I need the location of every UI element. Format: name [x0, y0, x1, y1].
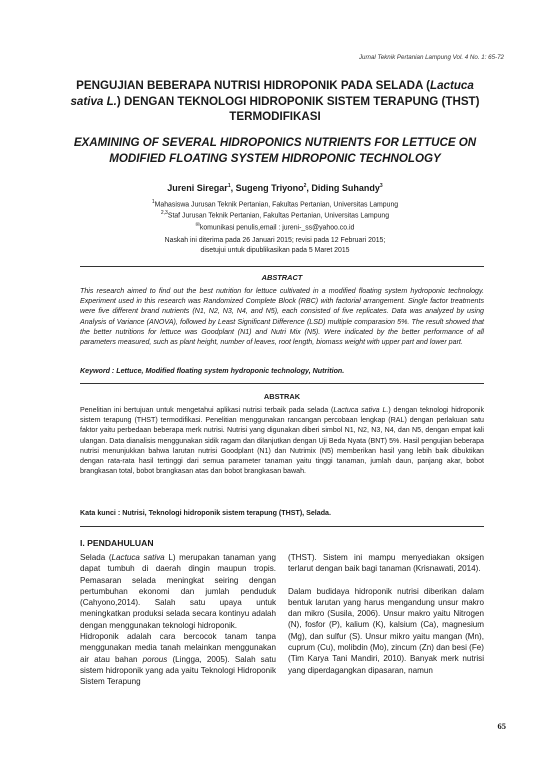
author-name: Sugeng Triyono [235, 183, 304, 193]
paragraph: Selada (Lactuca sativa L) merupakan tanaman yang dapat tumbuh di daerah dingin maupun tropis. Pemasaran selada meningkat seiring dengan pertumbuhan ekonomi dan jumlah penduduk (Cahyono,2014). Salah satu upaya untuk meningkatkan produksi selada secara kontinyu adalah dengan menggunakan teknologi hidroponik. [80, 553, 276, 630]
author-sup: 2 [303, 183, 307, 189]
paragraph: Hidroponik adalah cara bercocok tanam tanpa menggunakan media tanah melainkan menggunakan air atau bahan porous (Lingga, 2005). Salah satu sistem hidroponik yang ada yaitu Teknologi Hidroponik Sistem Terapung [80, 632, 276, 687]
author-sup: 3 [379, 183, 383, 189]
divider-bottom [80, 526, 484, 527]
paragraph: (THST). Sistem ini mampu menyediakan oksigen terlarut dengan baik bagi tanaman (Krisnawati, 2014). [288, 553, 484, 574]
author-sup: 1 [227, 183, 231, 189]
section-heading: I. PENDAHULUAN [80, 538, 154, 548]
paper-title-indonesian [60, 78, 490, 125]
abstract-heading: ABSTRACT [261, 273, 303, 282]
submission-dates: Naskah ini diterima pada 26 Januari 2015; revisi pada 12 Februari 2015; disetujui untuk dipublikasikan pada 5 Maret 2015 [164, 237, 386, 254]
author-name: Diding Suhandy [311, 183, 380, 193]
page-number: 65 [497, 721, 506, 731]
contact-email-line: ✉komunikasi penulis,email : jureni-_ss@yahoo.co.id [195, 221, 355, 231]
affiliation-line: $^{2,3}$Staf Jurusan Teknik Pertanian, Fakultas Pertanian, Universitas Lampung [160, 210, 390, 220]
affiliation-line: $^1$Mahasiswa Jurusan Teknik Pertanian, Fakultas Pertanian, Universitas Lampung [151, 199, 399, 209]
affiliations [60, 198, 490, 232]
abstract-indonesian-body: Penelitian ini bertujuan untuk mengetahui aplikasi nutrisi terbaik pada selada (Lactuca sativa L.) dengan teknologi hidroponik sistem terapung (THST) termodifikasi. Penelitian menggunakan rancangan percobaan lengkap (RAL) dengan perlakuan satu faktor yaitu perbedaan beberapa merk nutrisi. Nutrisi yang digunakan diberi simbol N1, N2, N3, N4, dan N5, dengan empat kali ulangan. Data dianalisis menggunakan sidik ragam dan dilanjutkan dengan Uji Beda Nyata (BNT) 5%. Hasil pengujian beberapa nutrisi menunjukkan bahwa larutan nutrisi Goodplant (N1) dan Nutrimix (N5) memberikan hasil yang lebih baik dibuktikan dengan rata-rata hasil tertinggi dari semua parameter tanaman yaitu tinggi tanaman, jumlah daun, panjang akar, bobot brangkasan total, bobot brangkasan atas dan bobot brangkasan bawah. [80, 406, 485, 476]
title-id-italic: Lactuca sativa L. [70, 79, 474, 108]
keywords-indonesian: Kata kunci : Nutrisi, Teknologi hidroponik sistem terapung (THST), Selada. [80, 509, 331, 517]
abstrak-heading: ABSTRAK [263, 392, 301, 401]
journal-header: Jurnal Teknik Pertanian Lampung Vol. 4 No. 1: 65-72 [358, 54, 504, 61]
paper-title-english: EXAMINING OF SEVERAL HIDROPONICS NUTRIENTS FOR LETTUCE ON MODIFIED FLOATING SYSTEM HIDROPONIC TECHNOLOGY [73, 136, 477, 165]
body-column-left [80, 552, 276, 688]
paragraph: Dalam budidaya hidroponik nutrisi diberikan dalam bentuk larutan yang harus mengandung unsur makro dan mikro (Susila, 2006). Unsur makro yaitu Nitrogen (N), fosfor (P), kalium (K), kalsium (Ca), magnesium (Mg), dan sulfur (S). Unsur mikro yaitu mangan (Mn), cuprum (Cu), molibdin (Mo), zincum (Zn) dan besi (Fe) (Tim Karya Tani Mandiri, 2010). Banyak merk nutrisi yang diperdagangkan dipasaran, namun [288, 586, 484, 675]
author-name: Jureni Siregar [167, 183, 228, 193]
body-column-right [288, 552, 484, 676]
title-id-after: ) DENGAN TEKNOLOGI HIDROPONIK SISTEM TERAPUNG (THST) TERMODIFIKASI [116, 94, 480, 123]
divider-middle [80, 383, 484, 384]
author-list: Jureni Siregar$^1$, Sugeng Triyono$^2$, Diding Suhandy$^3$ [167, 183, 383, 193]
keywords-english: Keyword : Lettuce, Modified floating system hydroponic technology, Nutrition. [80, 367, 345, 375]
title-id-before: PENGUJIAN BEBERAPA NUTRISI HIDROPONIK PADA SELADA ( [76, 79, 431, 92]
divider-top [80, 266, 484, 267]
abstract-english-body: This research aimed to find out the best nutrition for lettuce cultivated in a modified floating system hydroponic technology. Experiment used in this research was Randomized Complete Block (RBC) with factorial arrangement. Single factor treatments were five different brand nutrients (N1, N2, N3, N4, and N5), each consisted of five replicates. Data was analyzed by using Analysis of Variance (ANOVA), followed by Least Significant Difference (LSD) multiple comparasion 5%. The result showed that the better nutritions for lettuce was Goodplant (N1) and Nutri Mix (N5). Were indicated by the better performance of all parameters measured, such as plant height, number of leaves, root length, biomass weight with upper part and lower part. [80, 287, 484, 347]
